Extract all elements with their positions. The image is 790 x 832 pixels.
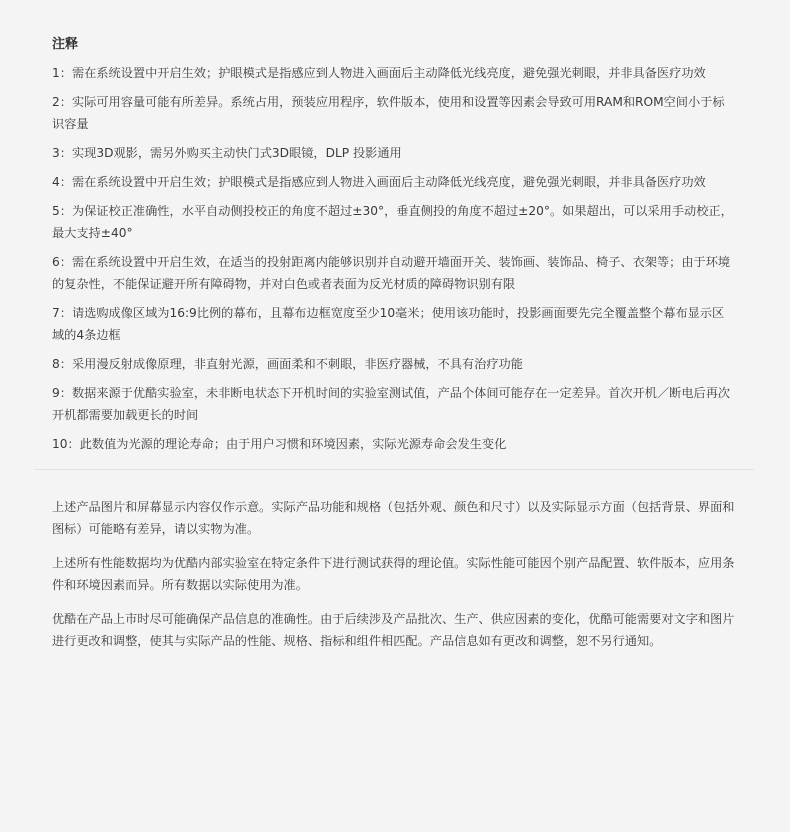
note-item: 3：实现3D观影，需另外购买主动快门式3D眼镜，DLP 投影通用: [52, 146, 402, 160]
disclaimer-paragraph: 优酷在产品上市时尽可能确保产品信息的准确性。由于后续涉及产品批次、生产、供应因素的变化，优酷可能需要对文字和图片进行更改和调整，使其与实际产品的性能、规格、指标和组件相匹配。产品信息如有更改和调整，恕不另行通知。: [52, 612, 735, 648]
notes-title: 注释: [52, 37, 79, 52]
note-item: 10：此数值为光源的理论寿命；由于用户习惯和环境因素，实际光源寿命会发生变化: [52, 437, 507, 451]
note-item: 4：需在系统设置中开启生效；护眼模式是指感应到人物进入画面后主动降低光线亮度，避免强光刺眼，并非具备医疗功效: [52, 175, 706, 189]
disclaimer-paragraph: 上述产品图片和屏幕显示内容仅作示意。实际产品功能和规格（包括外观、颜色和尺寸）以及实际显示方面（包括背景、界面和图标）可能略有差异，请以实物为准。: [52, 500, 735, 536]
note-item: 9：数据来源于优酷实验室，未非断电状态下开机时间的实验室测试值，产品个体间可能存在一定差异。首次开机／断电后再次开机都需要加载更长的时间: [52, 386, 731, 422]
note-item: 8：采用漫反射成像原理，非直射光源，画面柔和不刺眼，非医疗器械，不具有治疗功能: [52, 357, 523, 371]
disclaimer-paragraph: 上述所有性能数据均为优酷内部实验室在特定条件下进行测试获得的理论值。实际性能可能因个别产品配置、软件版本，应用条件和环境因素而异。所有数据以实际使用为准。: [52, 556, 735, 592]
disclaimer-section: [52, 496, 736, 652]
note-item: 2：实际可用容量可能有所差异。系统占用，预装应用程序，软件版本，使用和设置等因素会导致可用RAM和ROM空间小于标识容量: [52, 95, 725, 131]
section-divider: [34, 469, 754, 470]
note-item: 7：请选购成像区域为16:9比例的幕布，且幕布边框宽度至少10毫米；使用该功能时，投影画面要先完全覆盖整个幕布显示区域的4条边框: [52, 306, 725, 342]
note-item: 1：需在系统设置中开启生效；护眼模式是指感应到人物进入画面后主动降低光线亮度，避免强光刺眼，并非具备医疗功效: [52, 66, 706, 80]
note-item: 6：需在系统设置中开启生效，在适当的投射距离内能够识别并自动避开墙面开关、装饰画、装饰品、椅子、衣架等；由于环境的复杂性，不能保证避开所有障碍物，并对白色或者表面为反光材质的障碍物识别有限: [52, 255, 731, 291]
notes-list: [52, 62, 736, 455]
note-item: 5：为保证校正准确性，水平自动侧投校正的角度不超过±30°，垂直侧投的角度不超过±20°。如果超出，可以采用手动校正，最大支持±40°: [52, 204, 733, 240]
